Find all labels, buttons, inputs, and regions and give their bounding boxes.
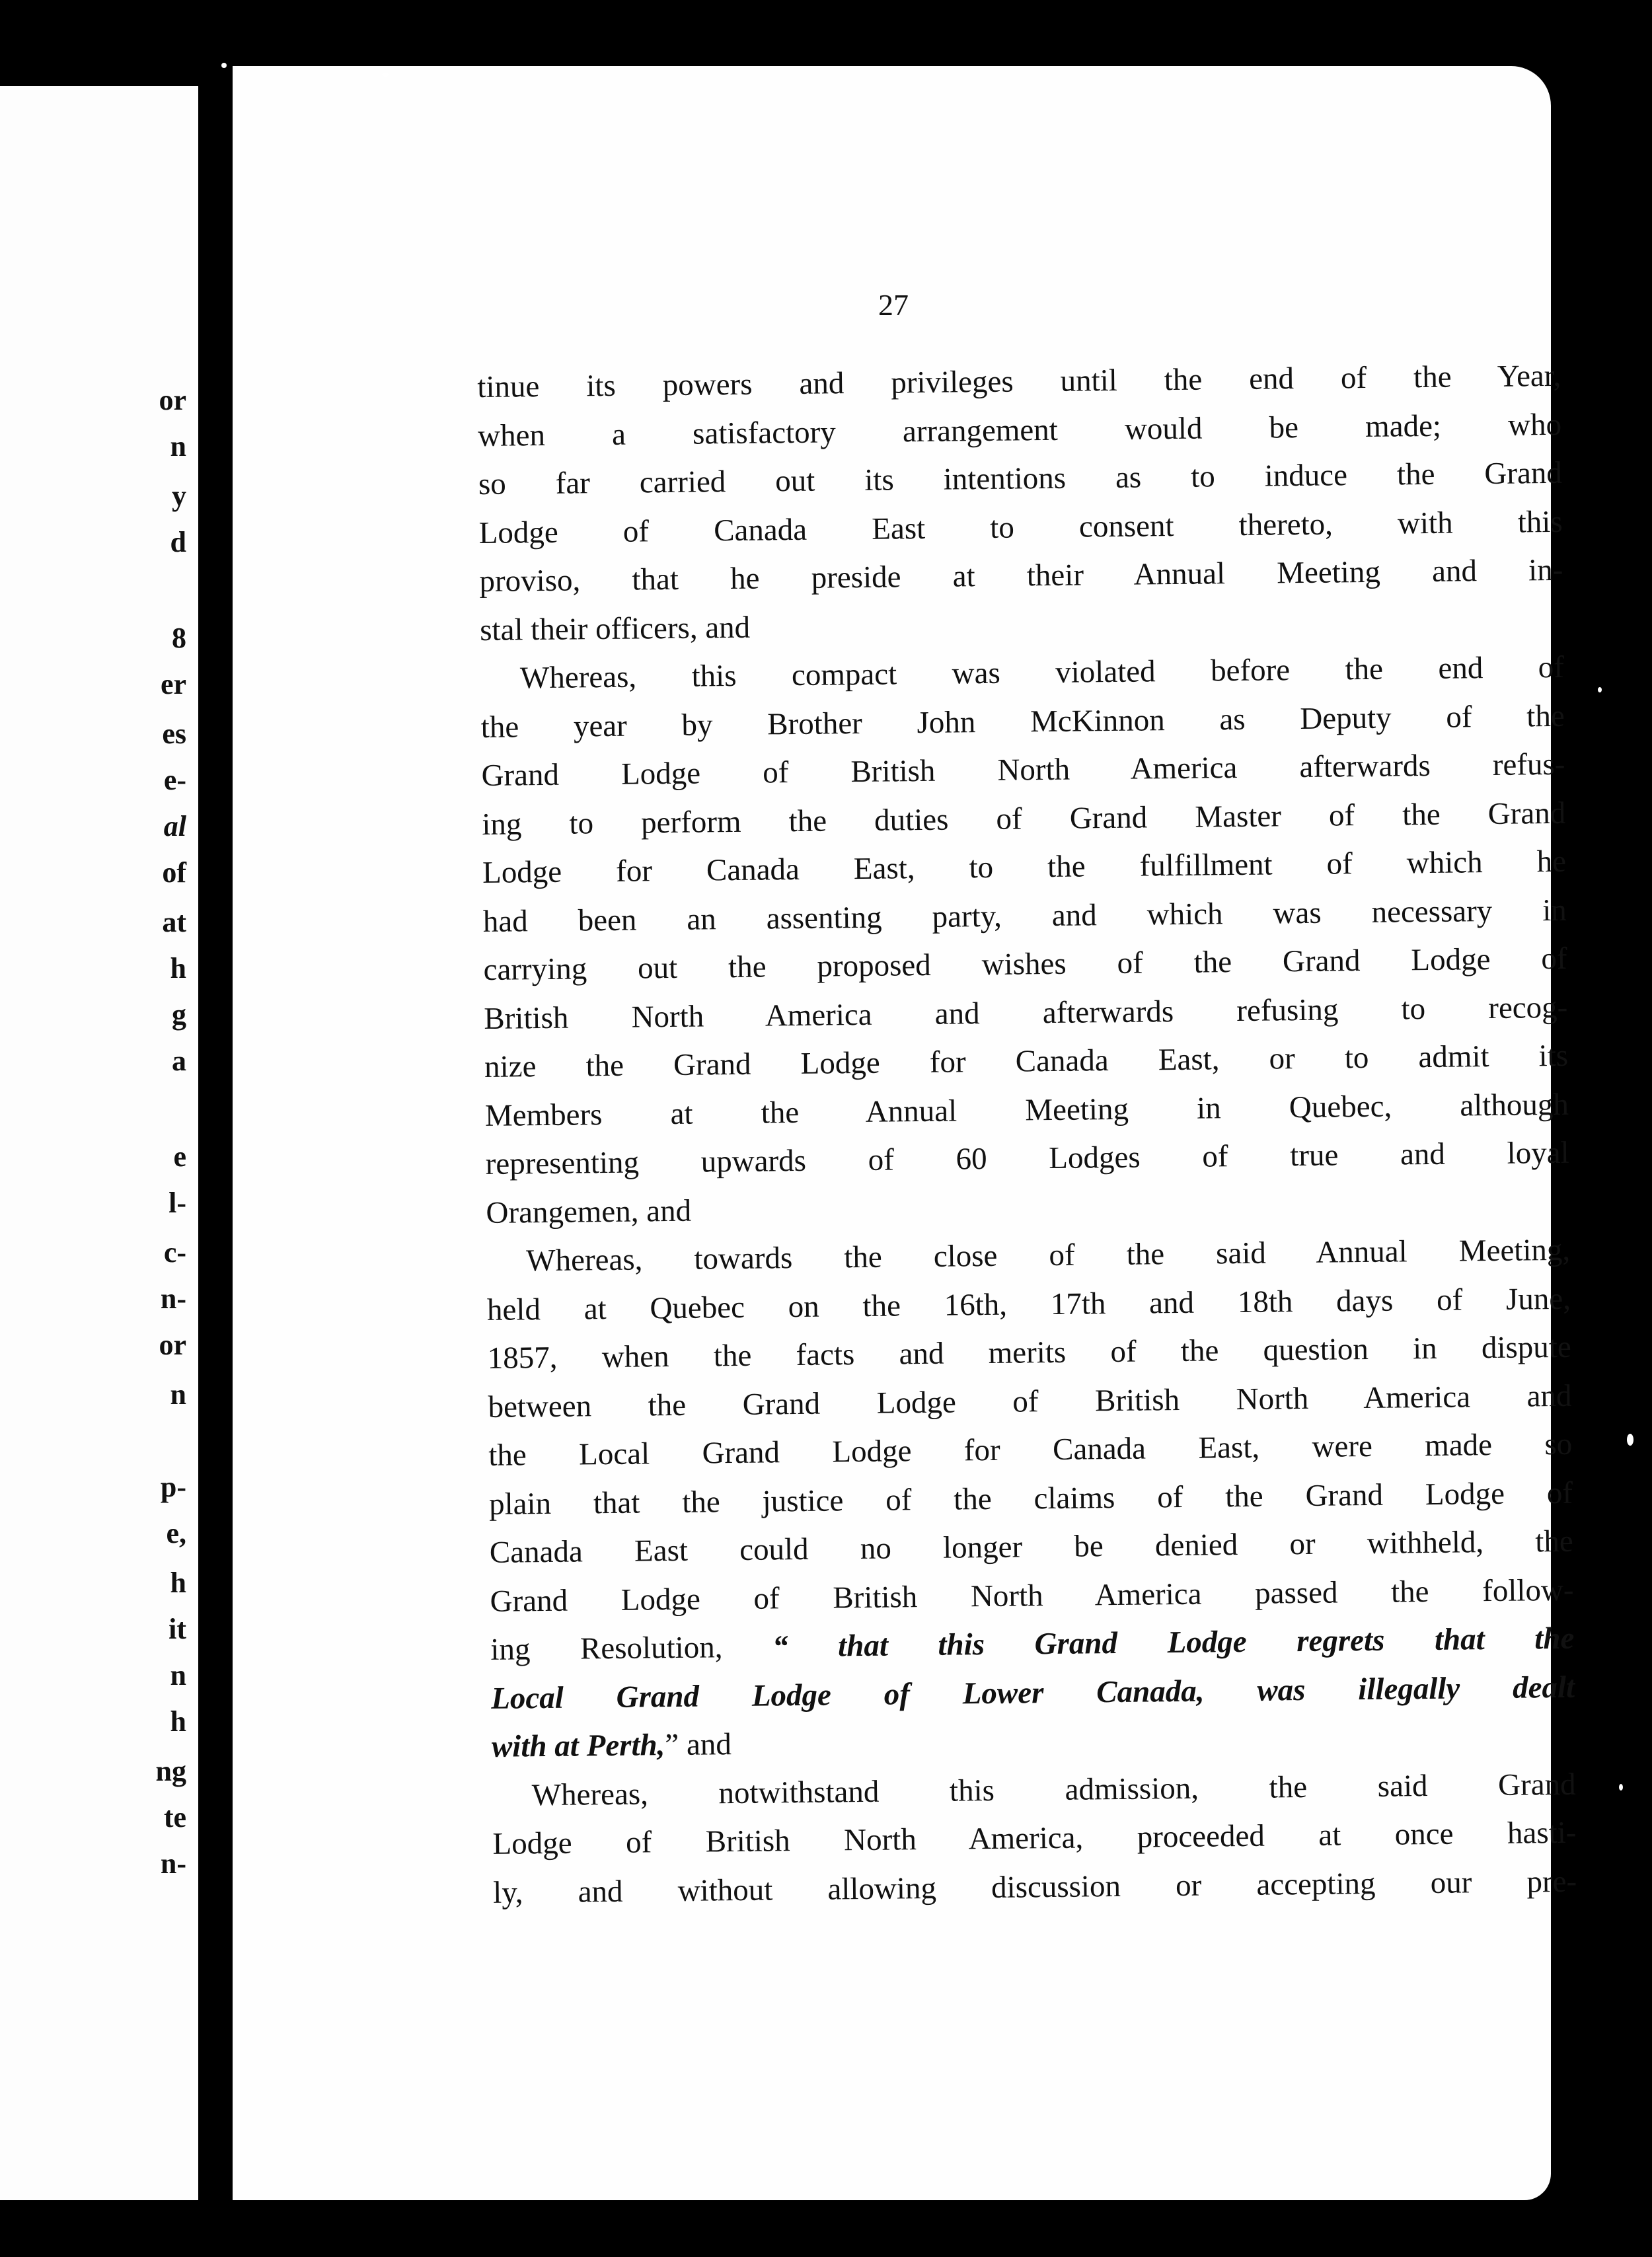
text-line: proviso, that he preside at their Annual Meeting and in- xyxy=(479,552,1563,599)
left-page-text: 8 xyxy=(172,622,186,654)
text-line: the year by Brother John McKinnon as Deputy of the xyxy=(480,698,1565,745)
text-line: ly, and without allowing discussion or accepting our pre- xyxy=(492,1864,1577,1910)
left-page-text: at xyxy=(162,906,186,938)
left-page-text: e, xyxy=(166,1517,186,1549)
text-line: ing to perform the duties of Grand Master of the Grand xyxy=(482,796,1566,842)
text-line: between the Grand Lodge of British North America and xyxy=(488,1378,1572,1424)
page-number: 27 xyxy=(878,288,909,322)
left-page-text: e- xyxy=(163,764,186,796)
left-page-text: d xyxy=(170,526,186,558)
left-page-text: y xyxy=(172,480,186,512)
left-page-text: h xyxy=(170,1705,186,1738)
text-line: plain that the justice of the claims of the Grand Lodge of xyxy=(488,1475,1573,1522)
left-page-text: c- xyxy=(163,1236,186,1269)
speck xyxy=(221,63,227,68)
speck xyxy=(1619,1784,1623,1791)
text-line: Whereas, towards the close of the said Annual Meeting, xyxy=(525,1232,1571,1278)
text-line: so far carried out its intentions as to induce the Grand xyxy=(478,455,1563,501)
left-page-text: ng xyxy=(155,1755,186,1787)
left-page-text: or xyxy=(159,384,186,416)
text-line: had been an assenting party, and which was necessary in xyxy=(482,893,1567,939)
left-page-text: n- xyxy=(160,1847,186,1880)
text-line: Canada East could no longer be denied or withheld, the xyxy=(489,1524,1574,1570)
left-page-text: a xyxy=(172,1045,186,1077)
text-line: Lodge for Canada East, to the fulfillment of which he xyxy=(482,844,1567,890)
text-line: Orangemen, and xyxy=(486,1193,692,1230)
left-page-text: h xyxy=(170,1567,186,1599)
text-line: held at Quebec on the 16th, 17th and 18th days of June, xyxy=(486,1281,1571,1327)
text-line: tinue its powers and privileges until the end of the Year, xyxy=(477,358,1561,404)
left-page-text: l- xyxy=(169,1187,186,1219)
left-page-text: n xyxy=(170,1378,186,1411)
left-page-text: or xyxy=(159,1329,186,1361)
text-line: the Local Grand Lodge for Canada East, were made so xyxy=(488,1426,1573,1473)
text-line: Whereas, this compact was violated before the end of xyxy=(519,649,1565,696)
body-text xyxy=(477,352,1577,1917)
left-page-text: of xyxy=(162,856,186,889)
left-page-text: al xyxy=(163,810,186,842)
text-line: Whereas, notwithstand this admission, the said Grand xyxy=(531,1767,1576,1812)
left-page-text: e xyxy=(173,1140,186,1173)
left-page-text: h xyxy=(170,952,186,984)
text-line-end: ” and xyxy=(665,1727,732,1763)
left-page-text: es xyxy=(162,718,186,750)
left-page-text: p- xyxy=(160,1471,186,1503)
text-line: British North America and afterwards refusing to recog- xyxy=(484,990,1568,1036)
text-line: Lodge of Canada East to consent thereto, with this xyxy=(478,504,1563,550)
text-line: 1857, when the facts and merits of the question in dispute xyxy=(487,1329,1571,1376)
left-page-text: g xyxy=(172,998,186,1031)
left-page-fragment xyxy=(0,86,204,2200)
text-line: Grand Lodge of British North America afterwards refus- xyxy=(481,747,1565,793)
resolution-quote: Local Grand Lodge of Lower Canada, was illegally dealt xyxy=(490,1670,1575,1716)
text-line: Grand Lodge of British North America passed the follow- xyxy=(490,1572,1574,1619)
speck xyxy=(382,73,389,77)
book-spine xyxy=(198,59,235,2207)
text-line: stal their officers, and xyxy=(479,610,751,648)
text-line: Lodge of British North America, proceeded at once hasti- xyxy=(492,1815,1577,1861)
text-line: Members at the Annual Meeting in Quebec, although xyxy=(484,1087,1569,1133)
text-line: representing upwards of 60 Lodges of true and loyal xyxy=(485,1135,1569,1181)
left-page-text: er xyxy=(160,668,186,700)
book-page xyxy=(233,66,1577,2200)
left-page-text: n xyxy=(170,1659,186,1691)
resolution-quote: “ that this Grand Lodge regrets that the xyxy=(772,1621,1575,1664)
text-line: carrying out the proposed wishes of the Grand Lodge of xyxy=(483,941,1567,987)
left-page-text: it xyxy=(169,1613,186,1645)
text-line: nize the Grand Lodge for Canada East, or to admit its xyxy=(484,1038,1569,1084)
speck xyxy=(1598,687,1602,692)
text-line-start: ing Resolution, xyxy=(490,1630,723,1667)
text-line: when a satisfactory arrangement would be made; who xyxy=(477,407,1562,453)
left-page-text: n- xyxy=(160,1282,186,1315)
speck xyxy=(1627,1434,1633,1446)
left-page-text: te xyxy=(163,1801,186,1833)
left-page-text: n xyxy=(170,430,186,462)
resolution-quote: with at Perth, xyxy=(491,1728,665,1764)
